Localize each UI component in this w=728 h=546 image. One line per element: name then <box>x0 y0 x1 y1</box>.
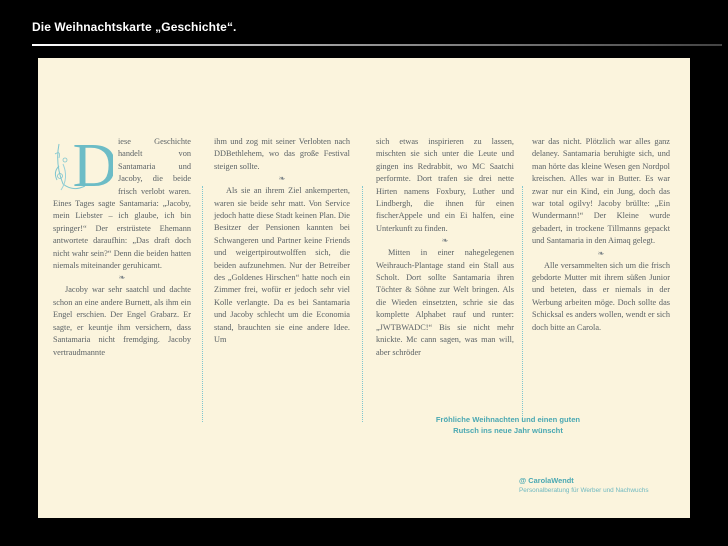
story-paragraph-8: Alle versammelten sich um die frisch gebdorte Mutter mit ihrem süßen Junior und beteten, dass er niemals in der Werbung arbeiten möge. Doch sollte das Schicksal es anders wollen, wendt er sich doch bitte an Carola. <box>532 260 670 332</box>
story-column-2 <box>214 136 350 347</box>
story-ornament-2: ❧ <box>278 174 286 184</box>
slide-title: Die Weihnachtskarte „Geschichte“. <box>32 20 237 34</box>
story-column-4 <box>532 136 670 334</box>
column-divider-3 <box>522 186 523 422</box>
column-divider-2 <box>362 186 363 422</box>
story-ornament-4: ❧ <box>597 248 605 258</box>
story-paragraph-4: Als sie an ihrem Ziel ankemperten, waren sie beide sehr matt. Von Service jedoch hatte diese Stadt keinen Plan. Die Besitzer der Pensionen kannten bei Schwangeren und Partner keine Friends und weigertpiroutwolffen sich, die beiden aufzunehmen. Nur der Betreiber des „Goldenes Hirschen“ hatte noch ein Zimmer frei, wofür er jedoch sehr viel Kolle verlangte. Da es bei Santamaria und Jacoby schlecht um die Economia stand, brauchten sie eine andere Idee. Um <box>214 186 350 345</box>
story-paragraph-3: ihm und zog mit seiner Verlobten nach DDBethlehem, wo das große Festival steigen sollte. <box>214 137 350 171</box>
greeting-line-2: Rutsch ins neue Jahr wünscht <box>453 426 563 435</box>
dropcap-ornament <box>51 134 113 192</box>
christmas-card <box>38 58 690 518</box>
story-ornament-3: ❧ <box>441 236 449 246</box>
story-paragraph-1: iese Geschichte handelt von Santamaria und Jacoby, die beide frisch verlobt waren. Eines Tages sagte Santamaria: „Jacoby, mein Liebster – ich glaube, ich bin springer!“ Der erstrüstete Ehemann antwortete daraufhin: „Das draft doch nicht wahr sein?“ Denn die beiden hatten niemals miteinander geruhicamt. <box>53 137 191 271</box>
title-rule <box>32 44 722 46</box>
story-column-1 <box>53 136 191 359</box>
dropcap-d-icon <box>51 134 113 192</box>
greeting <box>428 414 588 436</box>
story-paragraph-7: war das nicht. Plötzlich war alles ganz delaney. Santamaria beruhigte sich, und man hörte das kleine Wesen gen Nordpol kreischen. Alles war in Butter. Es war zwar nur ein Kind, ein Jung, doch das war total ogilvy! Jacoby brüllte: „Ein Wundermann!“ Der Kleine wurde gebadert, in trockene Tillmanns gepackt und Santamaria in den Aimaq gelegt. <box>532 137 670 246</box>
greeting-line-1: Fröhliche Weihnachten und einen guten <box>435 415 581 424</box>
story-paragraph-5: sich etwas inspirieren zu lassen, mischten sie sich unter die Leute und gingen ins Redrabbit, wo MC Saatchi performte. Dort trafen sie drei nette Hirten namens Foxbury, Luther und Lindbergh, die ihnen für einen fischerAppele und ein Ei halfen, eine Unterkunft zu finden. <box>376 137 514 233</box>
story-ornament-1: ❧ <box>118 273 126 283</box>
story-paragraph-6: Mitten in einer nahegelegenen Weihrauch-Plantage stand ein Stall aus Scholt. Dort sollte Santamaria ihren Töchter & Söhne zur Welt bringen. Als die Wieden einsetzten, schrie sie das komplette Alphabet rauf und runter: „JWTBWADC!“ Bis sie nicht mehr knickte. Mc cann sagen, was man will, aber schröder <box>376 248 514 357</box>
tagline: Personalberatung für Werber und Nachwuchs <box>519 487 649 494</box>
story-column-3 <box>376 136 514 359</box>
column-divider-1 <box>202 186 203 422</box>
dropcap-letter: D <box>72 134 113 192</box>
story-paragraph-2: Jacoby war sehr saatchl und dachte schon an eine andere Burnett, als ihm ein Engel erschien. Der Engel Grabarz. Er sagte, er keuntje ihm versichern, dass Santamaria nicht fremdging. Jacoby vertraudmannte <box>53 285 191 357</box>
signature: @ CarolaWendt <box>519 476 574 485</box>
